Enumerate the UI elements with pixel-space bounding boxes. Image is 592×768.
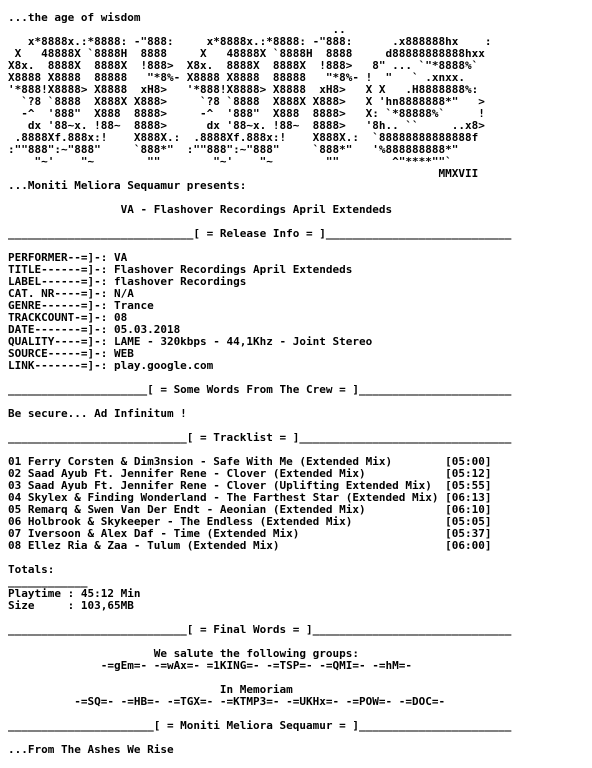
ascii-logo-line: x*8888x.:*8888: -"888: x*8888x.:*8888: -"888: .x888888hx :: [8, 35, 505, 48]
section-release-info: ____________________________[ = Release Info = ]____________________________: [8, 227, 512, 240]
section-final-words: ___________________________[ = Final Words = ]______________________________: [8, 623, 512, 636]
ascii-logo-line: -^ '888" X888 8888> -^ '888" X888 8888> X: `*88888%` !: [8, 107, 505, 120]
ascii-logo-line: .8888Xf.888x:! X888X.: .8888Xf.888x:! X888X.: `88888888888888f: [8, 131, 505, 144]
presents-text: ...Moniti Meliora Sequamur presents:: [8, 179, 247, 192]
ascii-logo-line: '*888!X8888> X8888 xH8> '*888!X8888> X8888 xH8> X X .H8888888%:: [8, 83, 505, 96]
ascii-logo-line: ..: [8, 23, 512, 36]
ascii-logo-line: "~' "~ "" "~' "~ "" ^"****""`: [8, 155, 499, 168]
release-info-line: LABEL------=]-: flashover Recordings: [8, 275, 247, 288]
tracklist-row: 04 Skylex & Finding Wonderland - The Farthest Star (Extended Mix) [06:13]: [8, 491, 492, 504]
section-footer: ______________________[ = Moniti Meliora Sequamur = ]_______________________: [8, 719, 512, 732]
tracklist-row: 07 Iversoon & Alex Daf - Time (Extended Mix) [05:37]: [8, 527, 492, 540]
ascii-logo-line: :""888":~"888" `888*" :""888":~"888" `888*" '%888888888*": [8, 143, 492, 156]
tracklist-row: 05 Remarq & Swen Van Der Endt - Aeonian (Extended Mix) [06:10]: [8, 503, 492, 516]
outro-text: ...From The Ashes We Rise: [8, 743, 174, 756]
release-info-line: TRACKCOUNT-=]-: 08: [8, 311, 128, 324]
tracklist-row: 03 Saad Ayub Ft. Jennifer Rene - Clover (Uplifting Extended Mix) [05:55]: [8, 479, 492, 492]
section-crew-words: _____________________[ = Some Words From The Crew = ]_______________________: [8, 383, 512, 396]
totals-heading: Totals:: [8, 563, 55, 576]
release-title: VA - Flashover Recordings April Extendeds: [8, 203, 393, 216]
release-info-line: TITLE------=]-: Flashover Recordings April Extendeds: [8, 263, 353, 276]
ascii-logo-line: MMXVII: [8, 167, 505, 180]
tracklist-row: 08 Ellez Ria & Zaa - Tulum (Extended Mix) [06:00]: [8, 539, 492, 552]
release-info-line: CAT. NR----=]-: N/A: [8, 287, 134, 300]
memoriam-groups: -=SQ=- -=HB=- -=TGX=- -=KTMP3=- -=UKHx=- -=POW=- -=DOC=-: [8, 695, 446, 708]
nfo-document: [8, 12, 588, 756]
release-info-line: SOURCE-----=]-: WEB: [8, 347, 134, 360]
release-info-line: PERFORMER--=]-: VA: [8, 251, 128, 264]
greeted-groups: -=gEm=- -=wAx=- =1KING=- -=TSP=- -=QMI=- -=hM=-: [8, 659, 412, 672]
ascii-logo-line: X 48888X `8888H 8888 X 48888X `8888H 8888 d88888888888hxx: [8, 47, 505, 60]
section-tracklist: ___________________________[ = Tracklist = ]________________________________: [8, 431, 512, 444]
release-info-line: LINK-------=]-: play.google.com: [8, 359, 214, 372]
intro-text: ...the age of wisdom: [8, 12, 141, 24]
release-info-line: DATE-------=]-: 05.03.2018: [8, 323, 181, 336]
totals-underline: ____________: [8, 575, 88, 588]
ascii-logo-line: X8888 X8888 88888 "*8%- X8888 X8888 88888 "*8%- ! " ` .xnxx.: [8, 71, 505, 84]
tracklist-row: 06 Holbrook & Skykeeper - The Endless (Extended Mix) [05:05]: [8, 515, 492, 528]
ascii-logo-line: dx '88~x. !88~ 8888> dx '88~x. !88~ 8888> '8h.. `` ..x8>: [8, 119, 505, 132]
ascii-logo-line: `?8 `8888 X888X X888> `?8 `8888 X888X X888> X 'hn8888888*" >: [8, 95, 505, 108]
release-info-line: QUALITY----=]-: LAME - 320kbps - 44,1Khz - Joint Stereo: [8, 335, 373, 348]
totals-size: Size : 103,65MB: [8, 599, 134, 612]
memoriam-heading: In Memoriam: [8, 683, 293, 696]
crew-words-text: Be secure... Ad Infinitum !: [8, 407, 187, 420]
totals-playtime: Playtime : 45:12 Min: [8, 587, 141, 600]
tracklist-row: 02 Saad Ayub Ft. Jennifer Rene - Clover (Extended Mix) [05:12]: [8, 467, 492, 480]
tracklist-row: 01 Ferry Corsten & Dim3nsion - Safe With Me (Extended Mix) [05:00]: [8, 455, 492, 468]
ascii-logo-line: X8x. 8888X 8888X !888> X8x. 8888X 8888X !888> 8" ... `"*8888%`: [8, 59, 505, 72]
release-info-line: GENRE------=]-: Trance: [8, 299, 154, 312]
salute-text: We salute the following groups:: [8, 647, 359, 660]
blank-line: [8, 552, 588, 564]
